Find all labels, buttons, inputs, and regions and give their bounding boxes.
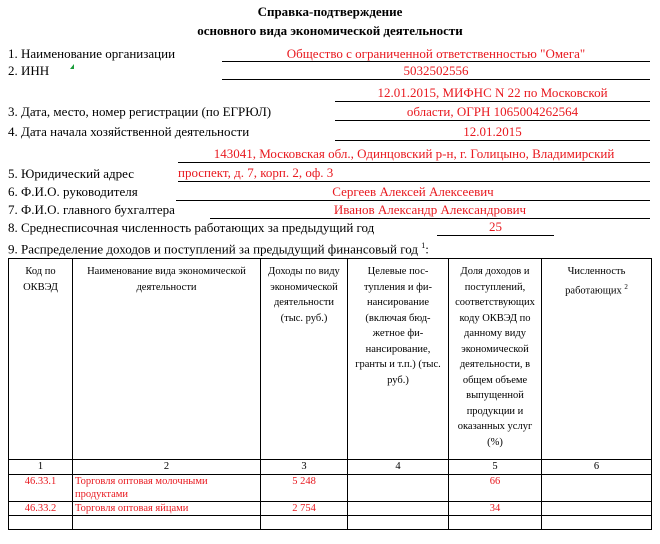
row-activity-name: Торговля оптовая яйцами	[73, 502, 261, 516]
column-number: 5	[449, 460, 542, 475]
table-row-empty	[9, 516, 652, 530]
head-value: Сергеев Алексей Алексеевич	[332, 184, 494, 199]
okved-table	[8, 258, 652, 530]
empty-cell	[73, 516, 261, 530]
row-okved-code: 46.33.2	[9, 502, 73, 516]
header-footnote-mark: 2	[624, 282, 628, 291]
empty-cell	[9, 516, 73, 530]
inn-label: 2. ИНН	[8, 63, 50, 78]
org-value: Общество с ограниченной ответственностью "Омега"	[286, 46, 586, 61]
header-targeted-funding: Целевые пос- тупления и фи- нансирование (включая бюд- жетное фи- нансирование, гранты и т.п.) (тыс. руб.)	[348, 259, 449, 460]
column-number: 1	[9, 460, 73, 475]
addr-value-line2: проспект, д. 7, корп. 2, оф. 3	[178, 165, 334, 180]
empty-cell	[449, 516, 542, 530]
header-okved-code: Код по ОКВЭД	[9, 259, 73, 460]
start-underline	[335, 140, 650, 141]
row-staff-count	[542, 475, 652, 502]
acc-value: Иванов Александр Александрович	[333, 202, 527, 217]
inn-underline	[222, 79, 650, 80]
org-label: 1. Наименование организации	[8, 46, 176, 61]
table-row	[9, 475, 652, 502]
row-income: 2 754	[261, 502, 348, 516]
doc-subtitle: основного вида экономической деятельности	[197, 23, 463, 38]
row-activity-name: Торговля оптовая молочными продуктами	[73, 475, 261, 502]
header-income-share: Доля доходов и поступлений, соответствующих коду ОКВЭД по данному виду экономической деятельности, в общем объеме выпущенной продукции и оказанных услуг (%)	[449, 259, 542, 460]
row-income-share: 66	[449, 475, 542, 502]
staff-label: 8. Среднесписочная численность работающих за предыдущий год	[8, 220, 375, 235]
reg-underline-2	[335, 120, 650, 121]
row-targeted-funding	[348, 475, 449, 502]
dist-label	[8, 238, 429, 256]
row-staff-count	[542, 502, 652, 516]
inn-value: 5032502556	[403, 63, 469, 78]
start-label: 4. Дата начала хозяйственной деятельности	[8, 124, 250, 139]
staff-value: 25	[489, 219, 502, 234]
reg-underline-1	[335, 101, 650, 102]
org-underline	[222, 61, 650, 62]
row-targeted-funding	[348, 502, 449, 516]
acc-underline	[210, 218, 650, 219]
column-number: 2	[73, 460, 261, 475]
head-underline	[176, 200, 650, 201]
header-staff-count	[542, 259, 652, 460]
row-income-share: 34	[449, 502, 542, 516]
dist-label-text: 9. Распределение доходов и поступлений за предыдущий финансовый год	[8, 241, 418, 257]
column-number: 6	[542, 460, 652, 475]
addr-label: 5. Юридический адрес	[8, 166, 135, 181]
reg-value-line2: области, ОГРН 1065004262564	[406, 104, 579, 119]
staff-underline	[437, 235, 554, 236]
head-label: 6. Ф.И.О. руководителя	[8, 184, 138, 199]
row-okved-code: 46.33.1	[9, 475, 73, 502]
doc-title: Справка-подтверждение	[257, 4, 403, 19]
dist-footnote-mark: 1	[421, 241, 426, 250]
empty-cell	[542, 516, 652, 530]
table-row	[9, 502, 652, 516]
dist-colon: :	[425, 241, 429, 257]
addr-underline-1	[178, 162, 650, 163]
header-income: Доходы по виду экономической деятельности (тыс. руб.)	[261, 259, 348, 460]
header-staff-count-text: Численность работающих	[565, 266, 626, 296]
table-header-row	[9, 259, 652, 460]
addr-value-line1: 143041, Московская обл., Одинцовский р-н, г. Голицыно, Владимирский	[213, 146, 615, 161]
empty-cell	[348, 516, 449, 530]
addr-underline-2	[178, 181, 650, 182]
column-number-row	[9, 460, 652, 475]
column-number: 4	[348, 460, 449, 475]
start-value: 12.01.2015	[463, 124, 522, 139]
column-number: 3	[261, 460, 348, 475]
green-corner-mark	[70, 64, 74, 69]
empty-cell	[261, 516, 348, 530]
acc-label: 7. Ф.И.О. главного бухгалтера	[8, 202, 175, 217]
reg-label: 3. Дата, место, номер регистрации (по ЕГРЮЛ)	[8, 104, 272, 119]
row-income: 5 248	[261, 475, 348, 502]
reg-value-line1: 12.01.2015, МИФНС N 22 по Московской	[377, 85, 608, 100]
header-activity-name: Наименование вида экономической деятельности	[73, 259, 261, 460]
